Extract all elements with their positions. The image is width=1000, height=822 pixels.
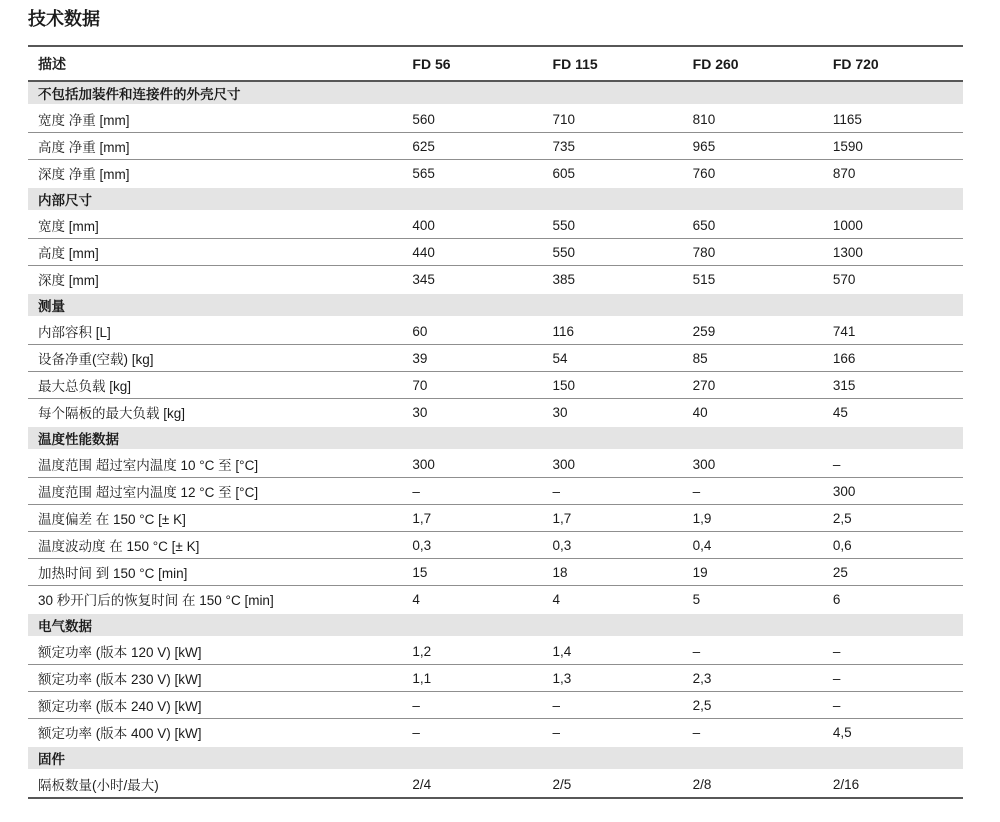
table-row [28,478,963,505]
table-row [28,372,963,399]
row-value: 18 [543,559,683,586]
section-header-row [28,746,963,770]
row-value: 345 [402,266,542,294]
table-body [28,81,963,798]
row-value: – [402,719,542,747]
section-header-row [28,81,963,105]
column-header-description: 描述 [28,46,402,81]
row-label: 宽度 [mm] [38,219,99,234]
row-value: 19 [683,559,823,586]
table-row [28,692,963,719]
row-value: 300 [412,456,435,472]
row-value: 565 [402,160,542,188]
section-header-row [28,613,963,637]
row-value: 1,3 [543,665,683,692]
row-value: 1300 [823,239,963,266]
row-value: 1590 [823,133,963,160]
row-value: 440 [402,239,542,266]
table-row [28,317,963,345]
row-value: 0,3 [543,532,683,559]
row-value: 6 [823,586,963,614]
row-value: – [683,478,823,505]
row-value: 1,2 [412,643,432,659]
table-row [28,665,963,692]
section-header: 内部尺寸 [28,187,963,211]
column-header-fd56: FD 56 [402,46,542,81]
row-value: 150 [543,372,683,399]
section-header: 固件 [28,746,963,770]
table-row [28,345,963,372]
row-value: 1,1 [402,665,542,692]
row-label: 隔板数量(小时/最大) [38,778,159,793]
row-value: 650 [692,217,716,233]
row-value: – [692,643,701,659]
table-row [28,105,963,133]
table-row [28,770,963,798]
row-value: 0,6 [823,532,963,559]
row-value: 2/5 [552,776,572,792]
row-value: 4 [543,586,683,614]
row-value: 515 [683,266,823,294]
row-label: 高度 [mm] [28,239,402,266]
row-value: 710 [552,111,576,127]
row-label: 高度 净重 [mm] [28,133,402,160]
row-label: 设备净重(空载) [kg] [28,345,402,372]
table-header-row [28,46,963,81]
row-value: 30 [402,399,542,427]
row-value: – [823,692,963,719]
row-value: 25 [823,559,963,586]
row-value: – [402,692,542,719]
technical-data-table [28,45,963,799]
row-value: 85 [683,345,823,372]
row-value: 315 [823,372,963,399]
row-value: 735 [543,133,683,160]
row-value: 1,7 [402,505,542,532]
row-label: 额定功率 (版本 230 V) [kW] [28,665,402,692]
row-value: – [832,456,841,472]
row-value: 166 [823,345,963,372]
row-label: 温度范围 超过室内温度 12 °C 至 [°C] [28,478,402,505]
row-value: 870 [823,160,963,188]
row-value: 70 [402,372,542,399]
row-value: 570 [823,266,963,294]
row-value: 2/8 [692,776,712,792]
row-value: 300 [692,456,716,472]
row-value: 30 [543,399,683,427]
section-header-row [28,187,963,211]
table-row [28,637,963,665]
row-label: 深度 净重 [mm] [28,160,402,188]
column-header-fd115: FD 115 [543,46,683,81]
row-value: – [402,478,542,505]
row-value: – [832,643,841,659]
row-label: 额定功率 (版本 240 V) [kW] [28,692,402,719]
table-row [28,266,963,294]
section-header: 电气数据 [28,613,963,637]
row-value: – [543,478,683,505]
row-value: 2/16 [832,776,860,792]
row-value: 2/4 [412,776,432,792]
row-value: 560 [412,111,435,127]
row-label: 额定功率 (版本 120 V) [kW] [38,645,202,660]
row-value: – [543,692,683,719]
row-value: 605 [543,160,683,188]
table-row [28,399,963,427]
row-value: 4,5 [823,719,963,747]
row-value: 2,5 [683,692,823,719]
row-value: 1165 [832,111,862,127]
row-value: 400 [412,217,435,233]
row-value: 550 [552,217,576,233]
row-value: 2,5 [823,505,963,532]
table-header [28,46,963,81]
table-row [28,211,963,239]
table-row [28,160,963,188]
row-value: 780 [683,239,823,266]
row-value: 15 [402,559,542,586]
row-value: 300 [823,478,963,505]
row-value: 741 [832,323,856,339]
row-label: 温度范围 超过室内温度 10 °C 至 [°C] [38,458,259,473]
row-value: 625 [402,133,542,160]
row-value: 1,4 [552,643,572,659]
table-row [28,532,963,559]
table-row [28,586,963,614]
section-header: 温度性能数据 [28,426,963,450]
table-row [28,505,963,532]
row-value: 300 [552,456,576,472]
row-value: 40 [683,399,823,427]
row-value: 0,4 [683,532,823,559]
row-value: 2,3 [683,665,823,692]
table-row [28,239,963,266]
row-value: 1000 [832,217,863,233]
row-value: 54 [543,345,683,372]
column-header-fd260: FD 260 [683,46,823,81]
table-row [28,133,963,160]
row-label: 内部容积 [L] [38,325,111,340]
table-row [28,719,963,747]
table-row [28,559,963,586]
section-header-row [28,293,963,317]
row-value: 1,7 [543,505,683,532]
section-header-row [28,426,963,450]
row-value: 39 [402,345,542,372]
section-header: 测量 [28,293,963,317]
row-value: – [823,665,963,692]
row-value: 385 [543,266,683,294]
row-value: 550 [543,239,683,266]
column-header-fd720: FD 720 [823,46,963,81]
row-value: 0,3 [402,532,542,559]
row-label: 额定功率 (版本 400 V) [kW] [28,719,402,747]
row-value: 4 [402,586,542,614]
row-label: 加热时间 到 150 °C [min] [28,559,402,586]
row-label: 温度波动度 在 150 °C [± K] [28,532,402,559]
row-value: 116 [552,323,575,339]
row-value: 259 [692,323,716,339]
page-title: 技术数据 [28,9,100,29]
row-value: 965 [683,133,823,160]
row-value: 1,9 [683,505,823,532]
row-value: 5 [683,586,823,614]
row-label: 最大总负载 [kg] [28,372,402,399]
row-value: – [683,719,823,747]
row-label: 深度 [mm] [28,266,402,294]
row-value: 760 [683,160,823,188]
row-label: 每个隔板的最大负载 [kg] [28,399,402,427]
row-value: – [543,719,683,747]
row-value: 270 [683,372,823,399]
table-row [28,450,963,478]
row-value: 60 [412,323,428,339]
row-label: 宽度 净重 [mm] [38,113,130,128]
row-value: 810 [692,111,716,127]
section-header: 不包括加装件和连接件的外壳尺寸 [28,81,963,105]
row-value: 45 [823,399,963,427]
row-label: 30 秒开门后的恢复时间 在 150 °C [min] [28,586,402,614]
row-label: 温度偏差 在 150 °C [± K] [28,505,402,532]
